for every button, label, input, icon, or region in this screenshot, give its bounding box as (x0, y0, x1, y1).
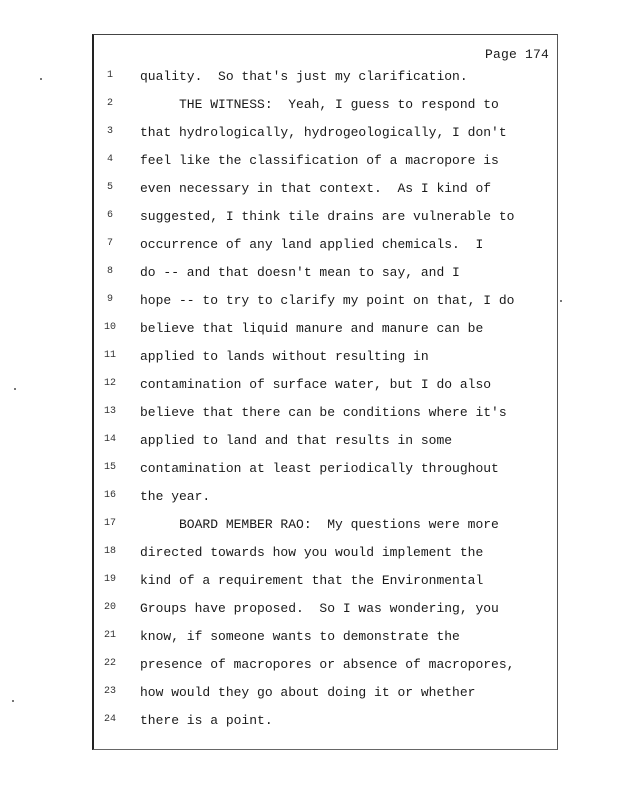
transcript-line: suggested, I think tile drains are vulnerable to (140, 209, 515, 224)
transcript-line: contamination at least periodically throughout (140, 461, 499, 476)
transcript-line: occurrence of any land applied chemicals. I (140, 237, 484, 252)
line-number: 24 (103, 714, 116, 725)
transcript-line: Groups have proposed. So I was wondering, you (140, 601, 499, 616)
line-number: 9 (106, 294, 113, 305)
transcript-line: that hydrologically, hydrogeologically, I don't (140, 125, 507, 140)
line-number: 16 (103, 490, 116, 501)
transcript-line: contamination of surface water, but I do also (140, 377, 492, 392)
line-number-column (96, 66, 124, 738)
line-number: 18 (103, 546, 116, 557)
transcript-line: do -- and that doesn't mean to say, and I (140, 265, 460, 280)
transcript-line: quality. So that's just my clarification. (140, 69, 468, 84)
line-number: 12 (103, 378, 116, 389)
transcript-line: know, if someone wants to demonstrate the (140, 629, 460, 644)
transcript-line: even necessary in that context. As I kind of (140, 181, 492, 196)
line-number: 5 (106, 182, 113, 193)
transcript-line: hope -- to try to clarify my point on that, I do (140, 293, 515, 308)
line-number: 17 (103, 518, 116, 529)
transcript-line: directed towards how you would implement the (140, 545, 484, 560)
line-number: 13 (103, 406, 116, 417)
line-number: 22 (103, 658, 116, 669)
line-number: 8 (106, 266, 113, 277)
transcript-text (140, 66, 556, 738)
line-number: 4 (106, 154, 113, 165)
line-number: 1 (106, 70, 113, 81)
page-number: Page 174 (484, 47, 549, 62)
line-number: 15 (103, 462, 116, 473)
line-number: 20 (103, 602, 116, 613)
line-number: 11 (103, 350, 116, 361)
transcript-line: BOARD MEMBER RAO: My questions were more (140, 517, 499, 532)
line-number: 6 (106, 210, 113, 221)
transcript-line: applied to land and that results in some (140, 433, 453, 448)
transcript-line: applied to lands without resulting in (140, 349, 429, 364)
line-number: 7 (106, 238, 113, 249)
line-number: 2 (106, 98, 113, 109)
transcript-line: presence of macropores or absence of macropores, (140, 657, 515, 672)
line-number: 14 (103, 434, 116, 445)
line-number: 21 (103, 630, 116, 641)
transcript-line: there is a point. (140, 713, 273, 728)
line-number: 23 (103, 686, 116, 697)
line-number: 10 (103, 322, 116, 333)
transcript-line: feel like the classification of a macropore is (140, 153, 499, 168)
transcript-line: THE WITNESS: Yeah, I guess to respond to (140, 97, 499, 112)
line-number: 19 (103, 574, 116, 585)
transcript-line: how would they go about doing it or whether (140, 685, 476, 700)
transcript-line: kind of a requirement that the Environmental (140, 573, 484, 588)
transcript-line: the year. (140, 489, 211, 504)
transcript-line: believe that liquid manure and manure can be (140, 321, 484, 336)
transcript-line: believe that there can be conditions where it's (140, 405, 507, 420)
line-number: 3 (106, 126, 113, 137)
